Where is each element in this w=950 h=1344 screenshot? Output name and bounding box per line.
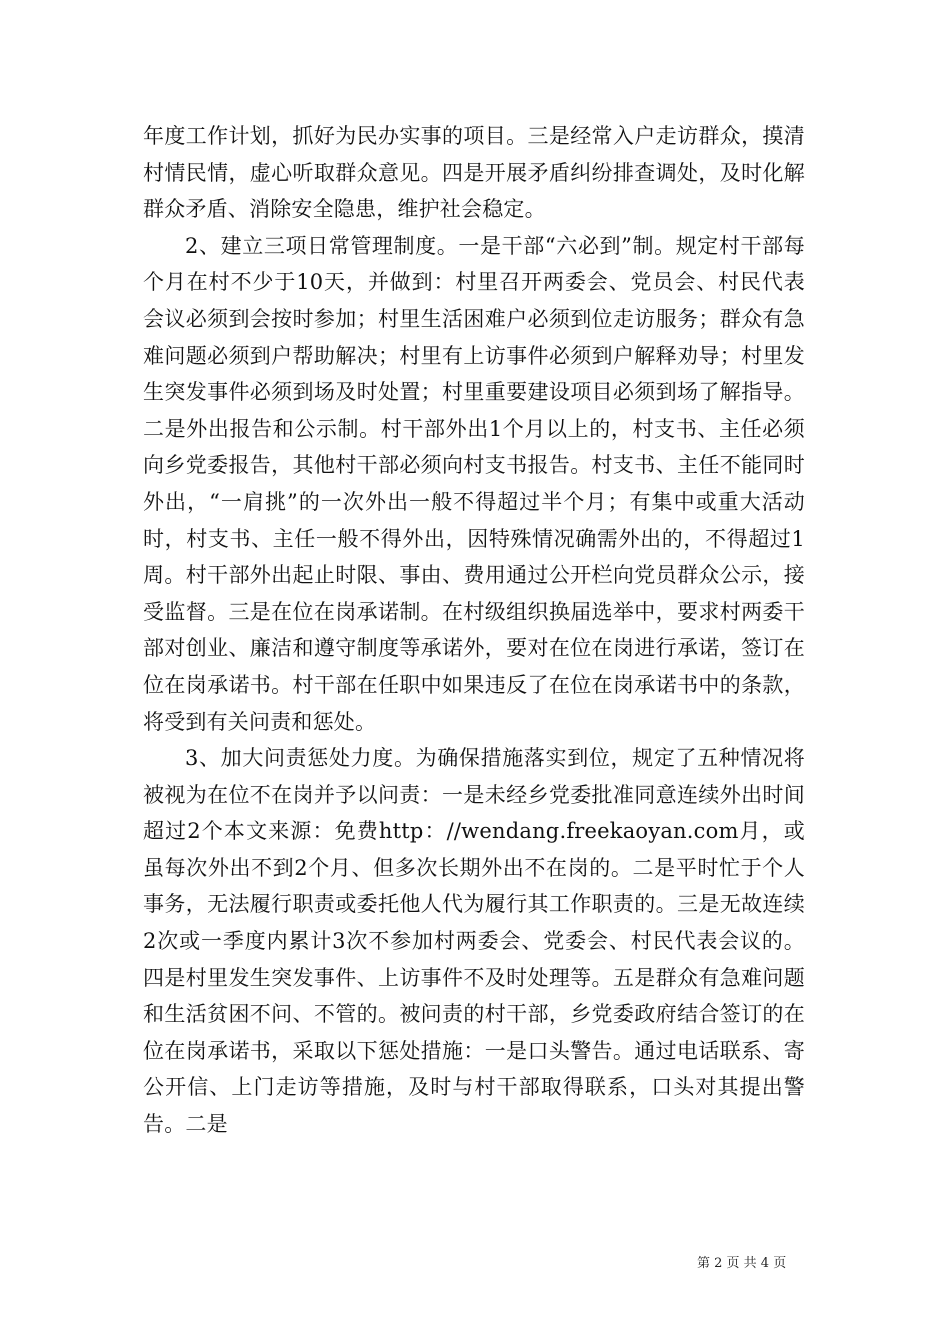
paragraph-2: 2、建立三项日常管理制度。一是干部“六必到”制。规定村干部每个月在村不少于10天，并做到：村里召开两委会、党员会、村民代表会议必须到会按时参加；村里生活困难户必须到位走访服务；群众有急难问题必须到户帮助解决；村里有上访事件必须到户解释劝导；村里发生突发事件必须到场及时处置；村里重要建设项目必须到场了解指导。二是外出报告和公示制。村干部外出1个月以上的，村支书、主任必须向乡党委报告，其他村干部必须向村支书报告。村支书、主任不能同时外出，“一肩挑”的一次外出一般不得超过半个月；有集中或重大活动时，村支书、主任一般不得外出，因特殊情况确需外出的，不得超过1周。村干部外出起止时限、事由、费用通过公开栏向党员群众公示，接受监督。三是在位在岗承诺制。在村级组织换届选举中，要求村两委干部对创业、廉洁和遵守制度等承诺外，要对在位在岗进行承诺，签订在位在岗承诺书。村干部在任职中如果违反了在位在岗承诺书中的条款，将受到有关问责和惩处。 bbox=[143, 233, 805, 734]
document-body bbox=[143, 118, 805, 1143]
paragraph-1: 年度工作计划，抓好为民办实事的项目。三是经常入户走访群众，摸清村情民情，虚心听取群众意见。四是开展矛盾纠纷排查调处，及时化解群众矛盾、消除安全隐患，维护社会稳定。 bbox=[143, 124, 805, 222]
paragraph-3: 3、加大问责惩处力度。为确保措施落实到位，规定了五种情况将被视为在位不在岗并予以问责：一是未经乡党委批准同意连续外出时间超过2个本文来源：免费http：//wendang.freekaoyan.com月，或虽每次外出不到2个月、但多次长期外出不在岗的。二是平时忙于个人事务，无法履行职责或委托他人代为履行其工作职责的。三是无故连续2次或一季度内累计3次不参加村两委会、党委会、村民代表会议的。四是村里发生突发事件、上访事件不及时处理等。五是群众有急难问题和生活贫困不问、不管的。被问责的村干部，乡党委政府结合签订的在位在岗承诺书，采取以下惩处措施：一是口头警告。通过电话联系、寄公开信、上门走访等措施，及时与村干部取得联系，口头对其提出警告。二是 bbox=[143, 746, 805, 1137]
page-number-footer: 第 2 页 共 4 页 bbox=[697, 1256, 787, 1271]
